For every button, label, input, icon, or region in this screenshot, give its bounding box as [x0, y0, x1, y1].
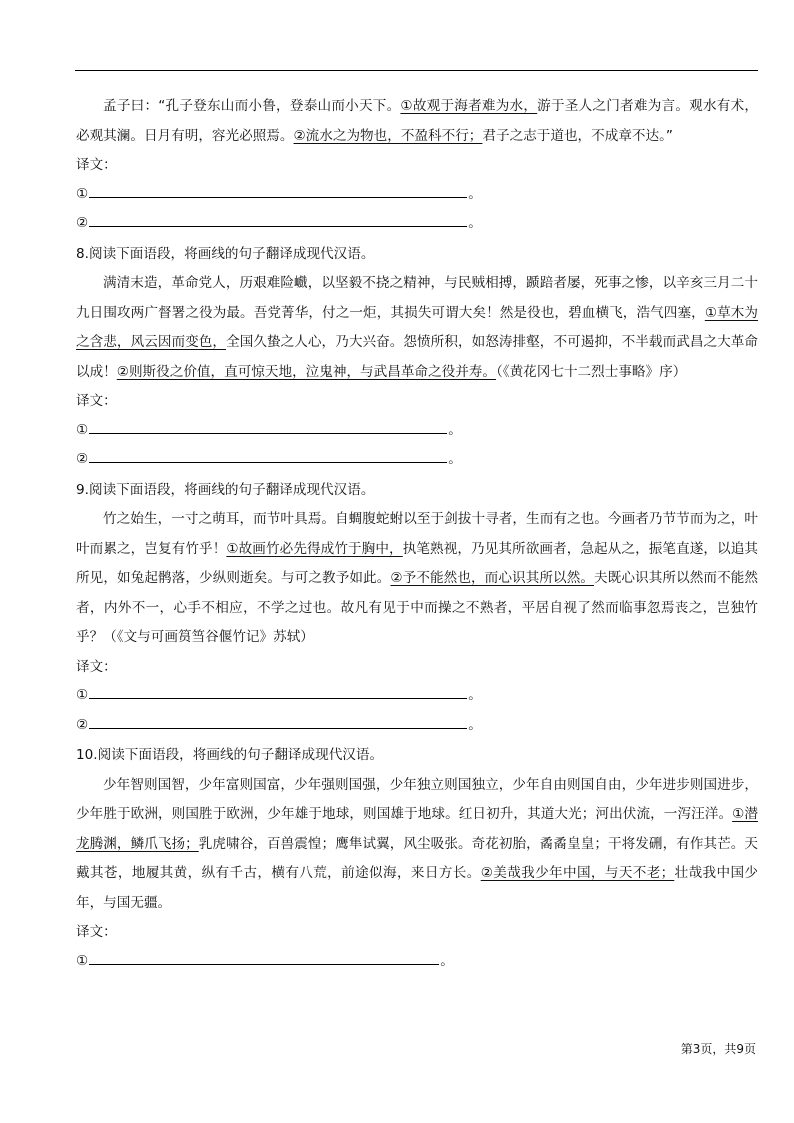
q7-answer-line-1 — [76, 181, 758, 211]
q8-translation-label: 译文： — [76, 393, 117, 409]
q9-translation-label: 译文： — [76, 658, 117, 675]
page-number: 第3页，共9页 — [680, 1042, 756, 1056]
passage-text: 君子之志于道也，不成章不达。” — [482, 127, 673, 144]
q7-passage — [76, 92, 758, 151]
q8-answer-line-2 — [76, 446, 758, 476]
q9-passage — [76, 505, 758, 653]
underlined-sentence-1: ①故画竹必先得成竹于胸中， — [226, 540, 403, 557]
underlined-sentence-1: ①潜龙腾渊，鳞爪飞扬； — [76, 806, 758, 852]
period: 。 — [448, 451, 462, 467]
q7-answer-blank-2[interactable] — [89, 210, 467, 227]
passage-text: 夫既心识其所以然而不能然者，内外不一，心手不相应，不学之过也。故凡有见于中而操之不熟者，平居自视了然而临事忽焉丧之，岂独竹乎？（《文与可画筼筜谷偃竹记》苏轼） — [76, 570, 759, 645]
underlined-sentence-2: ②美哉我少年中国，与天不老； — [480, 865, 675, 881]
marker-2: ② — [76, 451, 89, 467]
q10-answer-line-1 — [76, 948, 758, 978]
period: 。 — [468, 716, 482, 733]
passage-text: 满清末造，革命党人，历艰难险巇，以坚毅不挠之精神，与民贼相搏，踬踣者屡，死事之惨，以辛亥三月二十九日围攻两广督署之役为最。吾党菁华，付之一炬，其损失可谓大矣！然是役也，碧血横飞，浩气四塞， — [76, 275, 758, 321]
header-rule — [75, 70, 758, 71]
q10-title: 10.阅读下面语段，将画线的句子翻译成现代汉语。 — [76, 747, 384, 763]
q8-title: 8.阅读下面语段，将画线的句子翻译成现代汉语。 — [76, 245, 375, 262]
passage-text: 竹之始生，一寸之萌耳，而节叶具焉。自蜩腹蛇蚹以至于剑拔十寻者，生而有之也。今画者乃节节而为之，叶叶而累之，岂复有竹乎！ — [76, 511, 758, 557]
q9-answer-line-1 — [76, 682, 758, 712]
period: 。 — [468, 215, 482, 231]
q10-translation-label: 译文： — [76, 924, 117, 940]
q8-answer-line-1 — [76, 417, 758, 447]
period: 。 — [440, 952, 454, 969]
marker-2: ② — [76, 215, 89, 231]
marker-1: ① — [76, 952, 89, 969]
q7-translation-label: 译文： — [76, 157, 117, 173]
passage-text: 孟子曰：“孔子登东山而小鲁，登泰山而小天下。 — [103, 98, 401, 114]
passage-text: 壮哉我中国少年，与国无疆。 — [76, 865, 759, 911]
passage-text: 游于圣人之门者难为言。观水有术，必观其澜。日月有明，容光必照焉。 — [76, 98, 759, 144]
underlined-sentence-2: ②则斯役之价值，直可惊天地，泣鬼神，与武昌革命之役并寿。 — [116, 363, 496, 380]
q10-passage — [76, 771, 758, 919]
period: 。 — [468, 687, 482, 703]
q7-answer-line-2 — [76, 210, 758, 240]
q9-title: 9.阅读下面语段，将画线的句子翻译成现代汉语。 — [76, 481, 375, 498]
q8-passage — [76, 269, 758, 387]
passage-text: 少年智则国智，少年富则国富，少年强则国强，少年独立则国独立，少年自由则国自由，少年进步则国进步，少年胜于欧洲，则国胜于欧洲，少年雄于地球，则国雄于地球。红日初升，其道大光；河出伏流，一泻汪洋。 — [76, 776, 758, 822]
underlined-sentence-2: ②流水之为物也，不盈科不行； — [293, 127, 483, 144]
underlined-sentence-1: ①草木为之含悲，风云因而变色， — [76, 304, 759, 350]
passage-text: 执笔熟视，乃见其所欲画者，急起从之，振笔直遂，以追其所见，如兔起鹘落，少纵则逝矣。与可之教予如此。 — [76, 540, 759, 586]
marker-1: ① — [76, 687, 89, 703]
q9-answer-blank-1[interactable] — [89, 682, 467, 699]
q8-answer-blank-2[interactable] — [89, 446, 447, 463]
q9-answer-blank-2[interactable] — [89, 712, 467, 729]
period: 。 — [468, 185, 482, 202]
q9-answer-line-2 — [76, 712, 758, 742]
marker-2: ② — [76, 716, 89, 733]
period: 。 — [448, 421, 462, 438]
passage-text: 乳虎啸谷，百兽震惶；鹰隼试翼，风尘吸张。奇花初胎，矞矞皇皇；干将发硎，有作其芒。天戴其苍，地履其黄，纵有千古，横有八荒，前途似海，来日方长。 — [76, 835, 759, 881]
underlined-sentence-2: ②予不能然也，而心识其所以然。 — [390, 570, 595, 586]
q10-answer-blank-1[interactable] — [89, 948, 439, 965]
passage-source: （《黄花冈七十二烈士事略》序） — [496, 363, 687, 380]
underlined-sentence-1: ①故观于海者难为水， — [400, 98, 538, 114]
marker-1: ① — [76, 185, 89, 202]
marker-1: ① — [76, 421, 89, 438]
passage-text: 全国久蛰之人心，乃大兴奋。怨愤所积，如怒涛排壑，不可遏抑，不半载而武昌之大革命以成！ — [76, 334, 759, 380]
q7-answer-blank-1[interactable] — [89, 181, 467, 198]
page-body — [76, 92, 758, 977]
q8-answer-blank-1[interactable] — [89, 417, 447, 434]
